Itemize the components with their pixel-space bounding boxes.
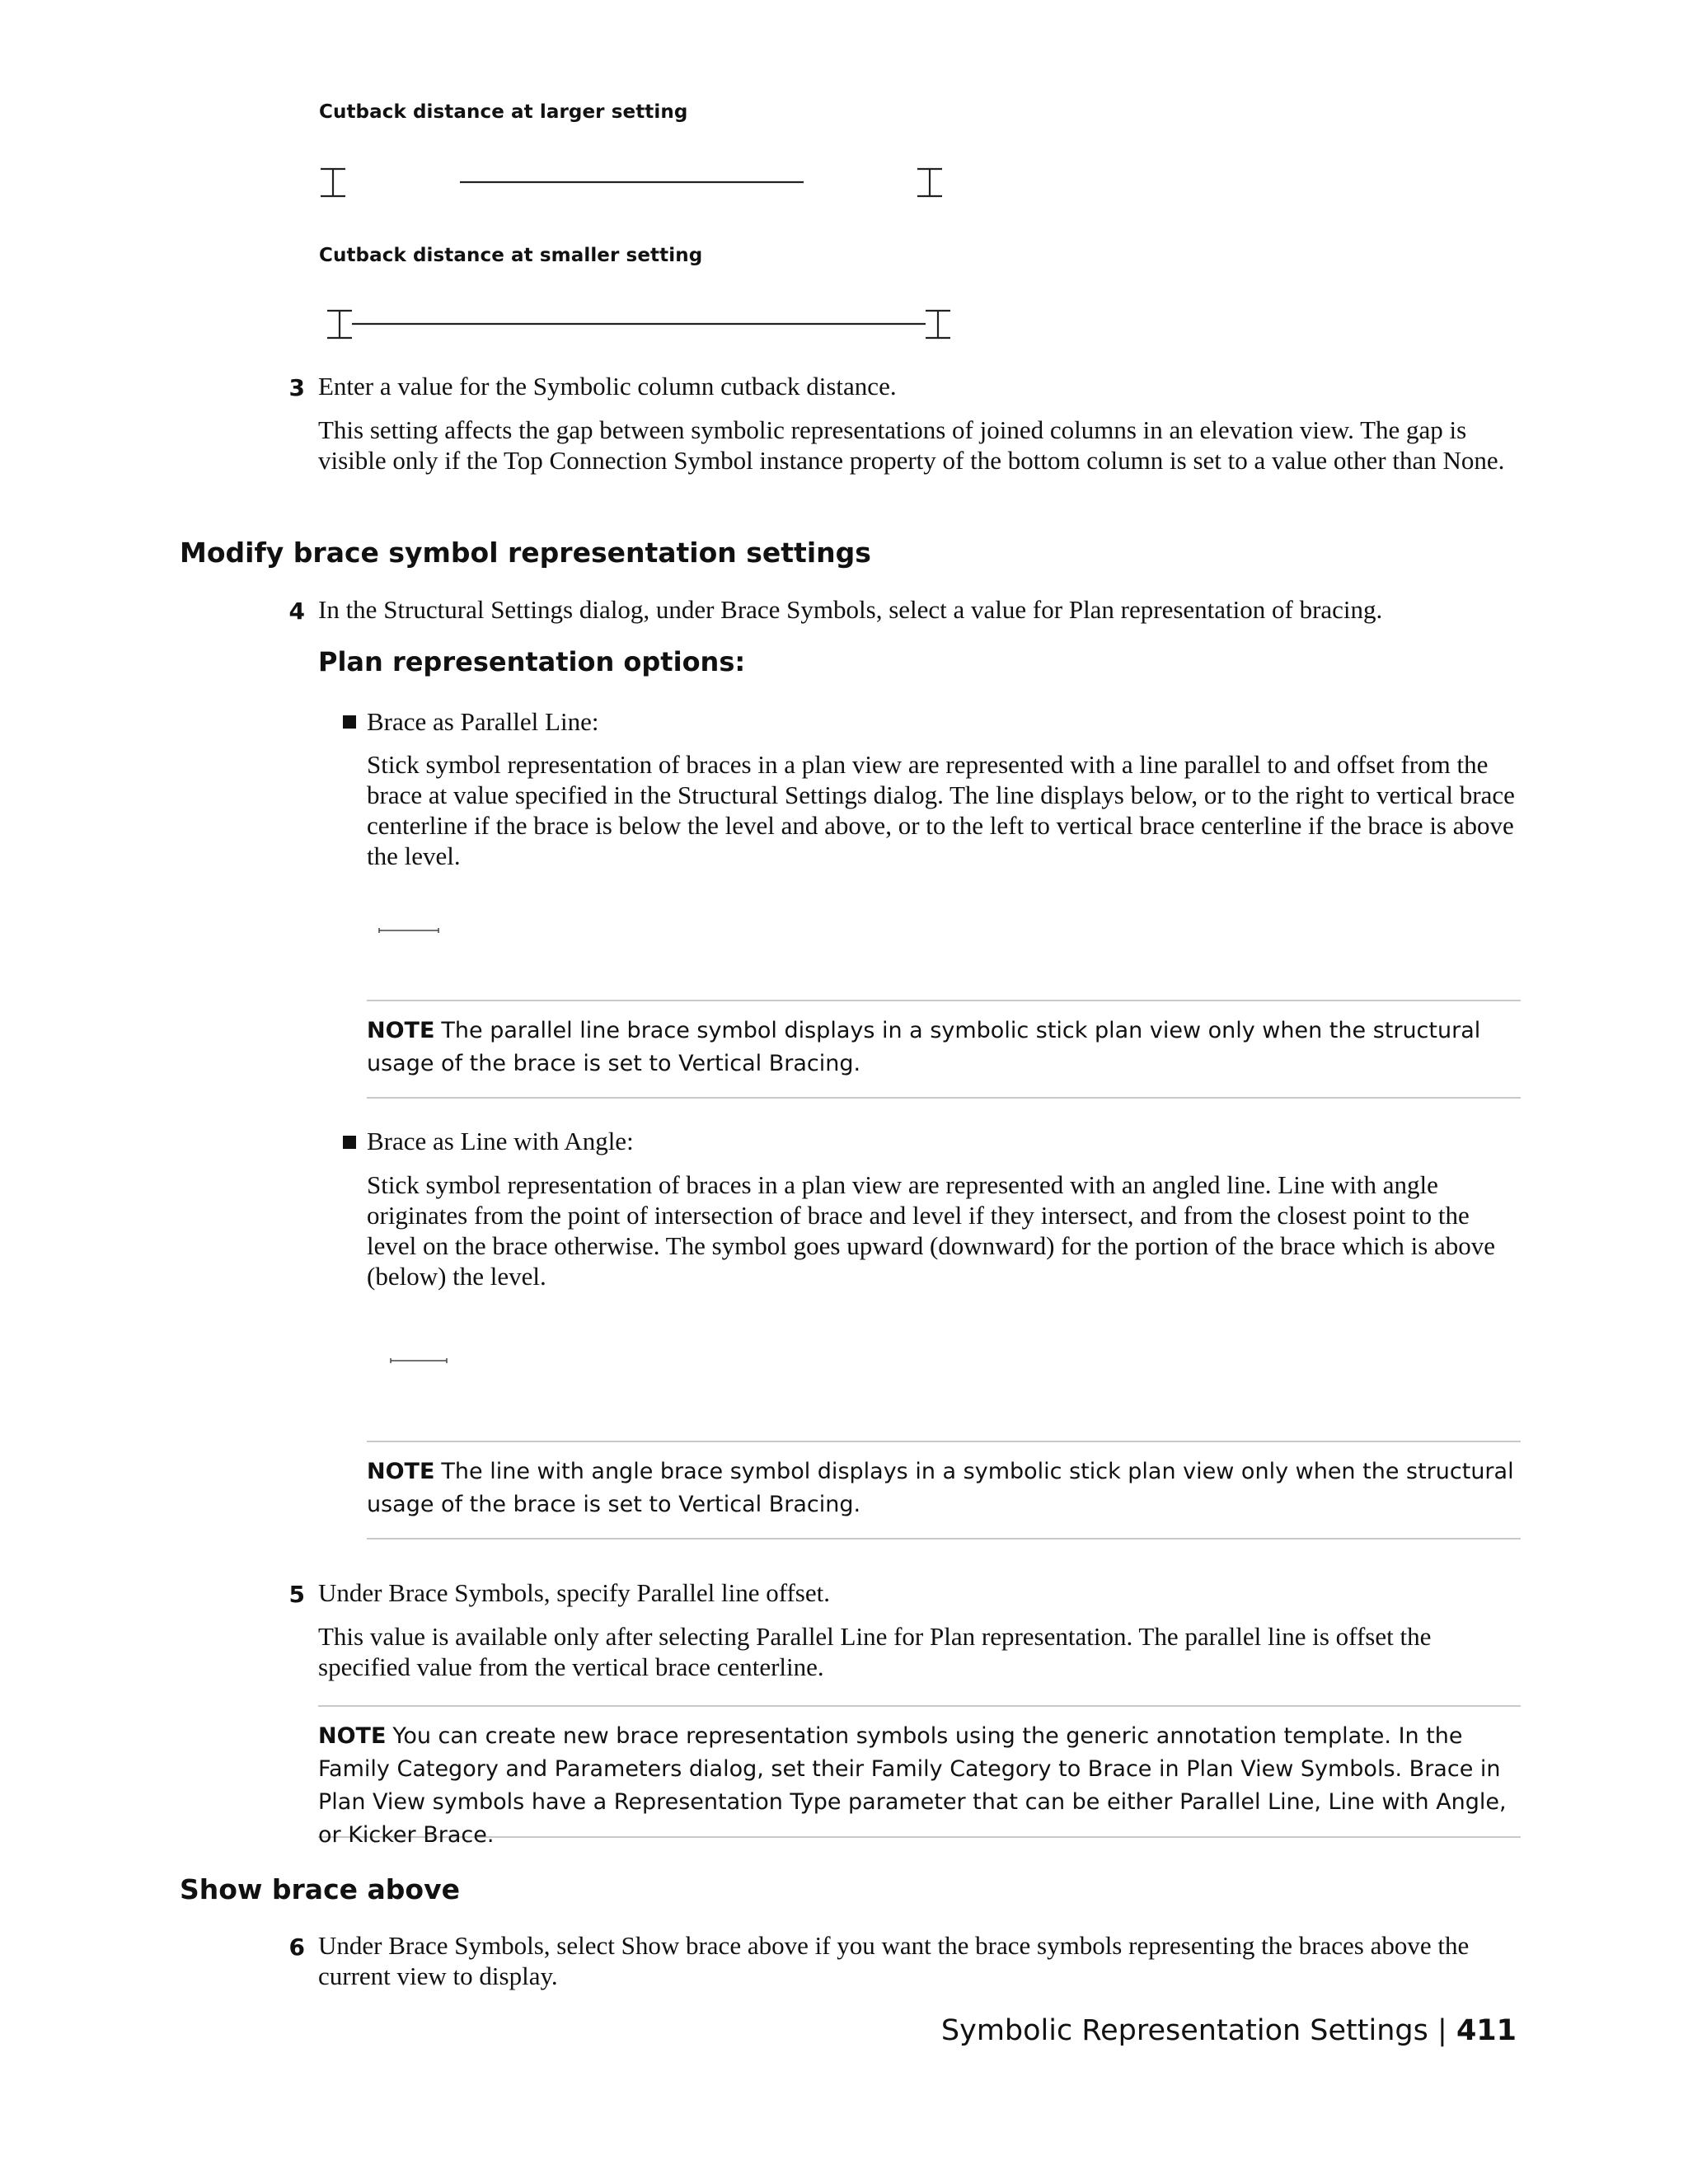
step-number: 4: [288, 598, 305, 625]
note-content: [367, 1442, 1521, 1521]
figure-caption-smaller: Cutback distance at smaller setting: [319, 245, 703, 266]
bullet-text: Stick symbol representation of braces in a plan view are represented with an angled line. Line with angle originates from the point of intersection of brace and level if they intersect, and from the closest point to the level on the brace otherwise. The symbol goes upward (downward) for the portion of the brace which is above (below) the level.: [367, 1170, 1496, 1291]
note-label: NOTE: [367, 1459, 435, 1484]
note-box: [367, 1441, 1521, 1540]
footer-section-title: Symbolic Representation Settings: [940, 2014, 1428, 2047]
sub-heading: Plan representation options:: [318, 646, 746, 677]
note-text: The parallel line brace symbol displays in a symbolic stick plan view only when the structural usage of the brace is set to Vertical Bracing.: [367, 1018, 1481, 1076]
note-box: [318, 1705, 1521, 1848]
step-number: 3: [288, 374, 305, 401]
step-text: In the Structural Settings dialog, under Brace Symbols, select a value for Plan representation of bracing.: [318, 595, 1383, 624]
note-text: The line with angle brace symbol displays in a symbolic stick plan view only when the structural usage of the brace is set to Vertical Bracing.: [367, 1459, 1514, 1517]
step-detail: This value is available only after selecting Parallel Line for Plan representation. The parallel line is offset the specified value from the vertical brace centerline.: [318, 1622, 1432, 1681]
bullet-text: Stick symbol representation of braces in a plan view are represented with a line parallel to and offset from the brace at value specified in the Structural Settings dialog. The line displays below, or to the right to vertical brace centerline if the brace is below the level and above, or to the left to vertical brace centerline if the brace is above the level.: [367, 750, 1515, 870]
page-number: 411: [1456, 2014, 1517, 2047]
page-footer: [941, 2014, 1517, 2047]
step-text: Enter a value for the Symbolic column cutback distance.: [318, 372, 897, 401]
step-number: 5: [288, 1581, 305, 1608]
section-heading: Show brace above: [180, 1873, 460, 1905]
note-content: [318, 1707, 1521, 1852]
step-detail: This setting affects the gap between symbolic representations of joined columns in an elevation view. The gap is visible only if the Top Connection Symbol instance property of the bottom column is set to a value other than None.: [318, 415, 1505, 475]
step-number: 6: [288, 1933, 305, 1961]
section-heading: Modify brace symbol representation settings: [180, 537, 871, 569]
figure-caption-larger: Cutback distance at larger setting: [319, 101, 688, 123]
note-text: You can create new brace representation symbols using the generic annotation template. In the Family Category and Parameters dialog, set their Family Category to Brace in Plan View Symbols. Brace in Plan View symbols have a Representation Type parameter that can be either Parallel Line, Line with Angle, or Kicker Brace.: [318, 1723, 1507, 1848]
step-text: Under Brace Symbols, select Show brace above if you want the brace symbols representing the braces above the current view to display.: [318, 1931, 1470, 1990]
note-label: NOTE: [367, 1018, 435, 1043]
footer-separator: |: [1437, 2014, 1447, 2047]
bullet-title: Brace as Parallel Line:: [367, 707, 599, 736]
bullet-title: Brace as Line with Angle:: [367, 1127, 634, 1155]
step-text: Under Brace Symbols, specify Parallel line offset.: [318, 1578, 830, 1607]
note-label: NOTE: [318, 1723, 387, 1749]
